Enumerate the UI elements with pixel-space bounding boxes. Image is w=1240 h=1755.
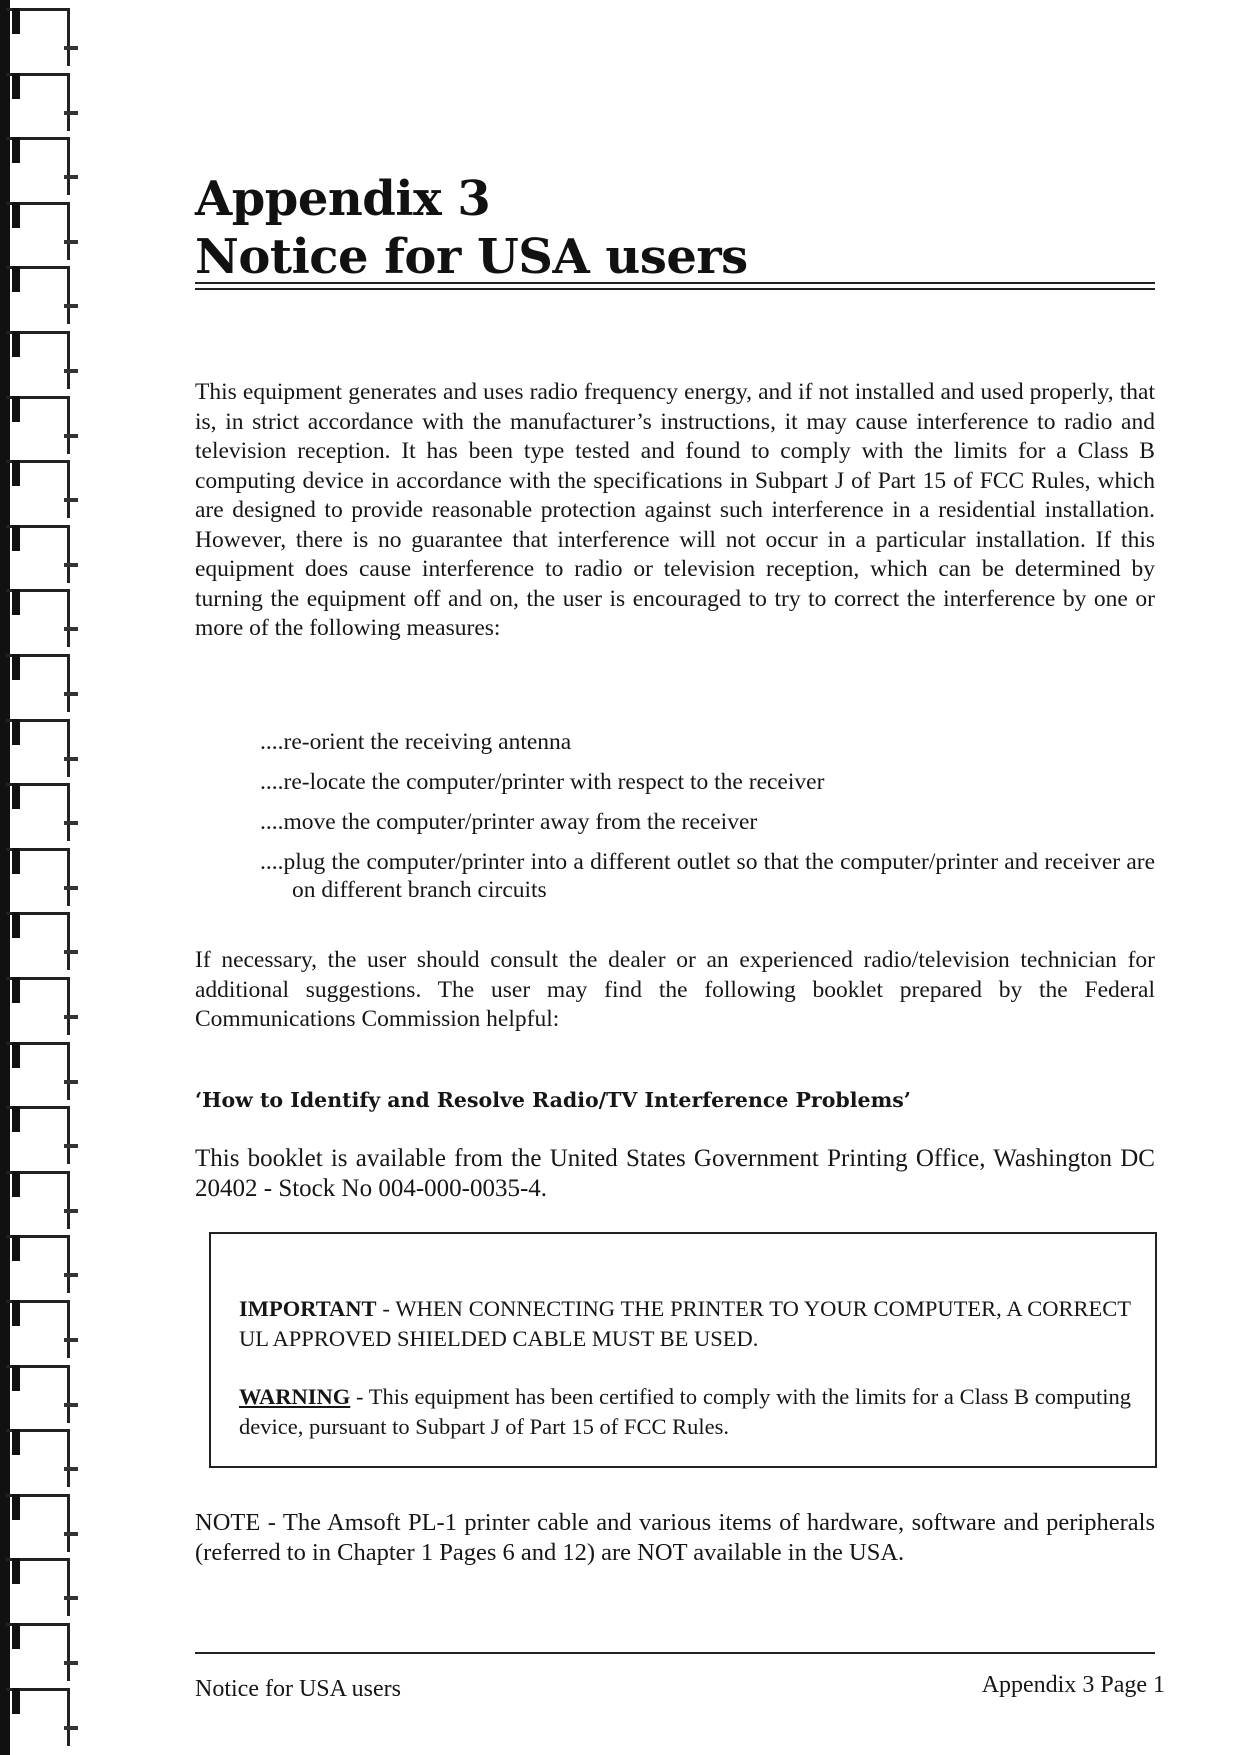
intro-paragraph: This equipment generates and uses radio frequency energy, and if not installed and used properly, that is, in strict accordance with the manufacturer’s instructions, it may cause interference to radio and television reception. It has been type tested and found to comply with the limits for a Class B computing device in accordance with the specifications in Subpart J of Part 15 of FCC Rules, which are designed to provide reasonable protection against such interference in a residential installation. However, there is no guarantee that interference will not occur in a particular installation. If this equipment does cause interference to radio or television reception, which can be determined by turning the equipment off and on, the user is encouraged to try to correct the interference by one or more of the following measures: xyxy=(195,379,1155,641)
spiral-binding xyxy=(0,0,90,1755)
binding-ring xyxy=(6,1429,70,1487)
binding-ring xyxy=(6,8,70,66)
measures-list xyxy=(260,728,1155,916)
binding-ring xyxy=(6,460,70,518)
footer-rule xyxy=(195,1652,1155,1654)
footer-section-title: Notice for USA users xyxy=(195,1676,401,1702)
binding-ring xyxy=(6,266,70,324)
binding-ring xyxy=(6,848,70,906)
binding-ring xyxy=(6,396,70,454)
warning-label: WARNING xyxy=(239,1384,351,1409)
page-title xyxy=(195,170,1155,286)
important-notice xyxy=(239,1294,1131,1354)
warning-notice xyxy=(239,1382,1131,1442)
binding-ring xyxy=(6,1494,70,1552)
binding-ring xyxy=(6,1106,70,1164)
binding-ring xyxy=(6,1623,70,1681)
binding-ring xyxy=(6,137,70,195)
note-paragraph: NOTE - The Amsoft PL-1 printer cable and various items of hardware, software and peripherals (referred to in Chapter 1 Pages 6 and 12) are NOT available in the USA. xyxy=(195,1509,1155,1566)
binding-ring xyxy=(6,977,70,1035)
binding-ring xyxy=(6,654,70,712)
availability-paragraph: This booklet is available from the United States Government Printing Office, Washington DC 20402 - Stock No 004-000-0035-4. xyxy=(195,1145,1155,1202)
binding-ring xyxy=(6,589,70,647)
binding-ring xyxy=(6,1688,70,1746)
binding-ring xyxy=(6,73,70,131)
measure-item: ....plug the computer/printer into a different outlet so that the computer/printer and receiver are on different branch circuits xyxy=(260,849,1155,903)
title-rule xyxy=(195,282,1155,290)
binding-ring xyxy=(6,912,70,970)
consult-paragraph: If necessary, the user should consult the dealer or an experienced radio/television technician for additional suggestions. The user may find the following booklet prepared by the Federal Communications Commission helpful: xyxy=(195,947,1155,1032)
title-line-1: Appendix 3 xyxy=(195,171,491,227)
binding-ring xyxy=(6,1235,70,1293)
measure-item: ....re-locate the computer/printer with respect to the receiver xyxy=(260,769,825,795)
binding-ring xyxy=(6,331,70,389)
binding-ring xyxy=(6,1171,70,1229)
binding-ring xyxy=(6,1042,70,1100)
binding-ring xyxy=(6,202,70,260)
measure-item: ....re-orient the receiving antenna xyxy=(260,729,572,755)
binding-ring xyxy=(6,719,70,777)
important-label: IMPORTANT xyxy=(239,1296,377,1321)
binding-ring xyxy=(6,525,70,583)
important-notice-box xyxy=(209,1232,1157,1468)
footer-page-number: Appendix 3 Page 1 xyxy=(981,1672,1165,1698)
title-line-2: Notice for USA users xyxy=(195,229,748,285)
binding-ring xyxy=(6,783,70,841)
measure-item: ....move the computer/printer away from the receiver xyxy=(260,809,758,835)
booklet-title: ‘How to Identify and Resolve Radio/TV Interference Problems’ xyxy=(195,1088,911,1112)
binding-ring xyxy=(6,1558,70,1616)
binding-ring xyxy=(6,1365,70,1423)
warning-text: - This equipment has been certified to comply with the limits for a Class B computing device, pursuant to Subpart J of Part 15 of FCC Rules. xyxy=(239,1384,1131,1439)
important-text: - WHEN CONNECTING THE PRINTER TO YOUR COMPUTER, A CORRECT UL APPROVED SHIELDED CABLE MUST BE USED. xyxy=(239,1296,1131,1351)
binding-ring xyxy=(6,1300,70,1358)
